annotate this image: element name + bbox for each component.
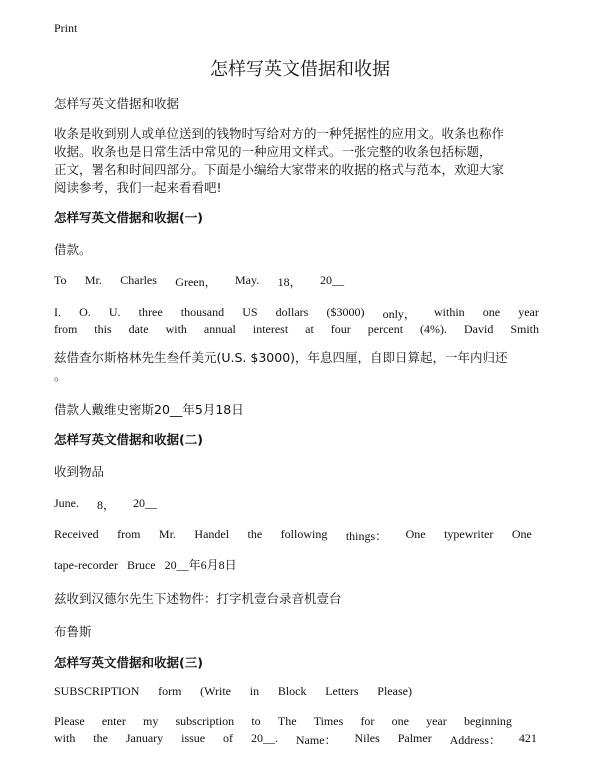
iou-word: U. bbox=[108, 305, 121, 319]
please-word: the bbox=[93, 731, 108, 745]
please-word: The bbox=[277, 714, 297, 728]
iou-word: thousand bbox=[180, 305, 225, 319]
intro-line-3: 正文，署名和时间四部分。下面是小编给大家带来的收据的格式与范本，欢迎大家 bbox=[54, 162, 505, 177]
iou-line-2 bbox=[54, 322, 539, 337]
section1-cn-line-1: 兹借查尔斯格林先生叁仟美元(U.S. $3000)，年息四厘，自即日算起，一年内归还 bbox=[54, 350, 508, 365]
please-word: Please bbox=[54, 714, 85, 728]
date-word: 8， bbox=[96, 498, 115, 512]
please-word: 421 bbox=[518, 731, 537, 745]
to-word: 18， bbox=[277, 275, 302, 289]
received-word: Handel bbox=[194, 527, 230, 541]
date-line bbox=[54, 496, 157, 513]
iou-line-1 bbox=[54, 305, 539, 322]
please-word: 20__. bbox=[250, 731, 278, 745]
to-word: Mr. bbox=[84, 273, 102, 287]
section-heading-1: 怎样写英文借据和收据(一) bbox=[54, 210, 203, 225]
received-word: One bbox=[405, 527, 426, 541]
please-line-1 bbox=[54, 714, 512, 729]
section2-signature: 布鲁斯 bbox=[54, 624, 92, 639]
please-word: of bbox=[223, 731, 234, 745]
to-word: To bbox=[54, 273, 67, 287]
intro-line-2: 收据。收条也是日常生活中常见的一种应用文样式。一张完整的收条包括标题， bbox=[54, 144, 492, 159]
subscription-word: Please) bbox=[377, 684, 412, 698]
section-heading-2: 怎样写英文借据和收据(二) bbox=[54, 432, 203, 447]
iou-word: (4%). bbox=[420, 322, 448, 336]
to-word: 20__ bbox=[319, 273, 344, 287]
received-word: from bbox=[117, 527, 141, 541]
iou-word: from bbox=[54, 322, 78, 336]
to-word: Green， bbox=[175, 275, 217, 289]
iou-word: one bbox=[482, 305, 501, 319]
subscription-word: Block bbox=[277, 684, 307, 698]
please-word: year bbox=[426, 714, 447, 728]
iou-word: percent bbox=[367, 322, 404, 336]
iou-word: interest bbox=[252, 322, 289, 336]
section2-cn-line: 兹收到汉德尔先生下述物件：打字机壹台录音机壹台 bbox=[54, 591, 342, 606]
please-word: Times bbox=[313, 714, 344, 728]
received-line bbox=[54, 527, 532, 544]
received-word: Mr. bbox=[158, 527, 176, 541]
please-word: to bbox=[251, 714, 261, 728]
received-word: Received bbox=[54, 527, 99, 541]
iou-word: US bbox=[242, 305, 258, 319]
subscription-word: Letters bbox=[325, 684, 359, 698]
iou-word: dollars bbox=[275, 305, 309, 319]
document-subtitle: 怎样写英文借据和收据 bbox=[54, 96, 180, 111]
date-word: 20__ bbox=[132, 496, 157, 510]
iou-word: within bbox=[434, 305, 465, 319]
subscription-word: in bbox=[249, 684, 260, 698]
iou-word: I. bbox=[54, 305, 61, 319]
section1-signature: 借款人戴维史密斯20__年5月18日 bbox=[54, 402, 244, 417]
intro-line-4: 阅读参考，我们一起来看看吧! bbox=[54, 180, 222, 195]
section1-cn-line-2: 。 bbox=[54, 368, 67, 383]
iou-word: date bbox=[128, 322, 149, 336]
to-word: Charles bbox=[120, 273, 157, 287]
iou-word: four bbox=[330, 322, 351, 336]
iou-word: with bbox=[165, 322, 187, 336]
please-word: my bbox=[142, 714, 159, 728]
iou-word: Smith bbox=[510, 322, 539, 336]
subscription-word: form bbox=[158, 684, 182, 698]
please-word: issue bbox=[181, 731, 206, 745]
iou-word: only， bbox=[382, 307, 416, 321]
received-word: One bbox=[511, 527, 532, 541]
iou-word: David bbox=[464, 322, 494, 336]
please-line-2 bbox=[54, 731, 537, 748]
date-word: June. bbox=[54, 496, 79, 510]
iou-word: at bbox=[305, 322, 314, 336]
please-word: January bbox=[125, 731, 164, 745]
please-word: Palmer bbox=[397, 731, 432, 745]
received-word: typewriter bbox=[444, 527, 494, 541]
please-word: enter bbox=[101, 714, 126, 728]
subscription-word: (Write bbox=[200, 684, 231, 698]
tape-line: tape-recorder Bruce 20__年6月8日 bbox=[54, 558, 237, 572]
please-word: Address： bbox=[449, 733, 501, 747]
iou-word: O. bbox=[79, 305, 91, 319]
please-word: subscription bbox=[175, 714, 235, 728]
please-word: with bbox=[54, 731, 76, 745]
iou-word: year bbox=[518, 305, 539, 319]
received-word: things： bbox=[345, 529, 388, 543]
please-word: for bbox=[360, 714, 375, 728]
received-word: the bbox=[247, 527, 263, 541]
iou-word: ($3000) bbox=[326, 305, 365, 319]
received-word: following bbox=[280, 527, 328, 541]
please-word: Name： bbox=[295, 733, 337, 747]
section-heading-3: 怎样写英文借据和收据(三) bbox=[54, 655, 203, 670]
to-word: May. bbox=[235, 273, 260, 287]
page-title: 怎样写英文借据和收据 bbox=[210, 59, 390, 80]
subscription-word: SUBSCRIPTION bbox=[54, 684, 140, 698]
section1-label: 借款。 bbox=[54, 242, 92, 257]
intro-line-1: 收条是收到别人或单位送到的钱物时写给对方的一种凭据性的应用文。收条也称作 bbox=[54, 126, 505, 141]
print-link[interactable]: Print bbox=[54, 21, 78, 35]
to-line bbox=[54, 273, 344, 290]
iou-word: annual bbox=[203, 322, 236, 336]
subscription-line bbox=[54, 684, 412, 699]
please-word: one bbox=[391, 714, 409, 728]
section2-label: 收到物品 bbox=[54, 464, 105, 479]
please-word: beginning bbox=[463, 714, 512, 728]
iou-word: three bbox=[138, 305, 163, 319]
please-word: Niles bbox=[354, 731, 380, 745]
iou-word: this bbox=[94, 322, 112, 336]
